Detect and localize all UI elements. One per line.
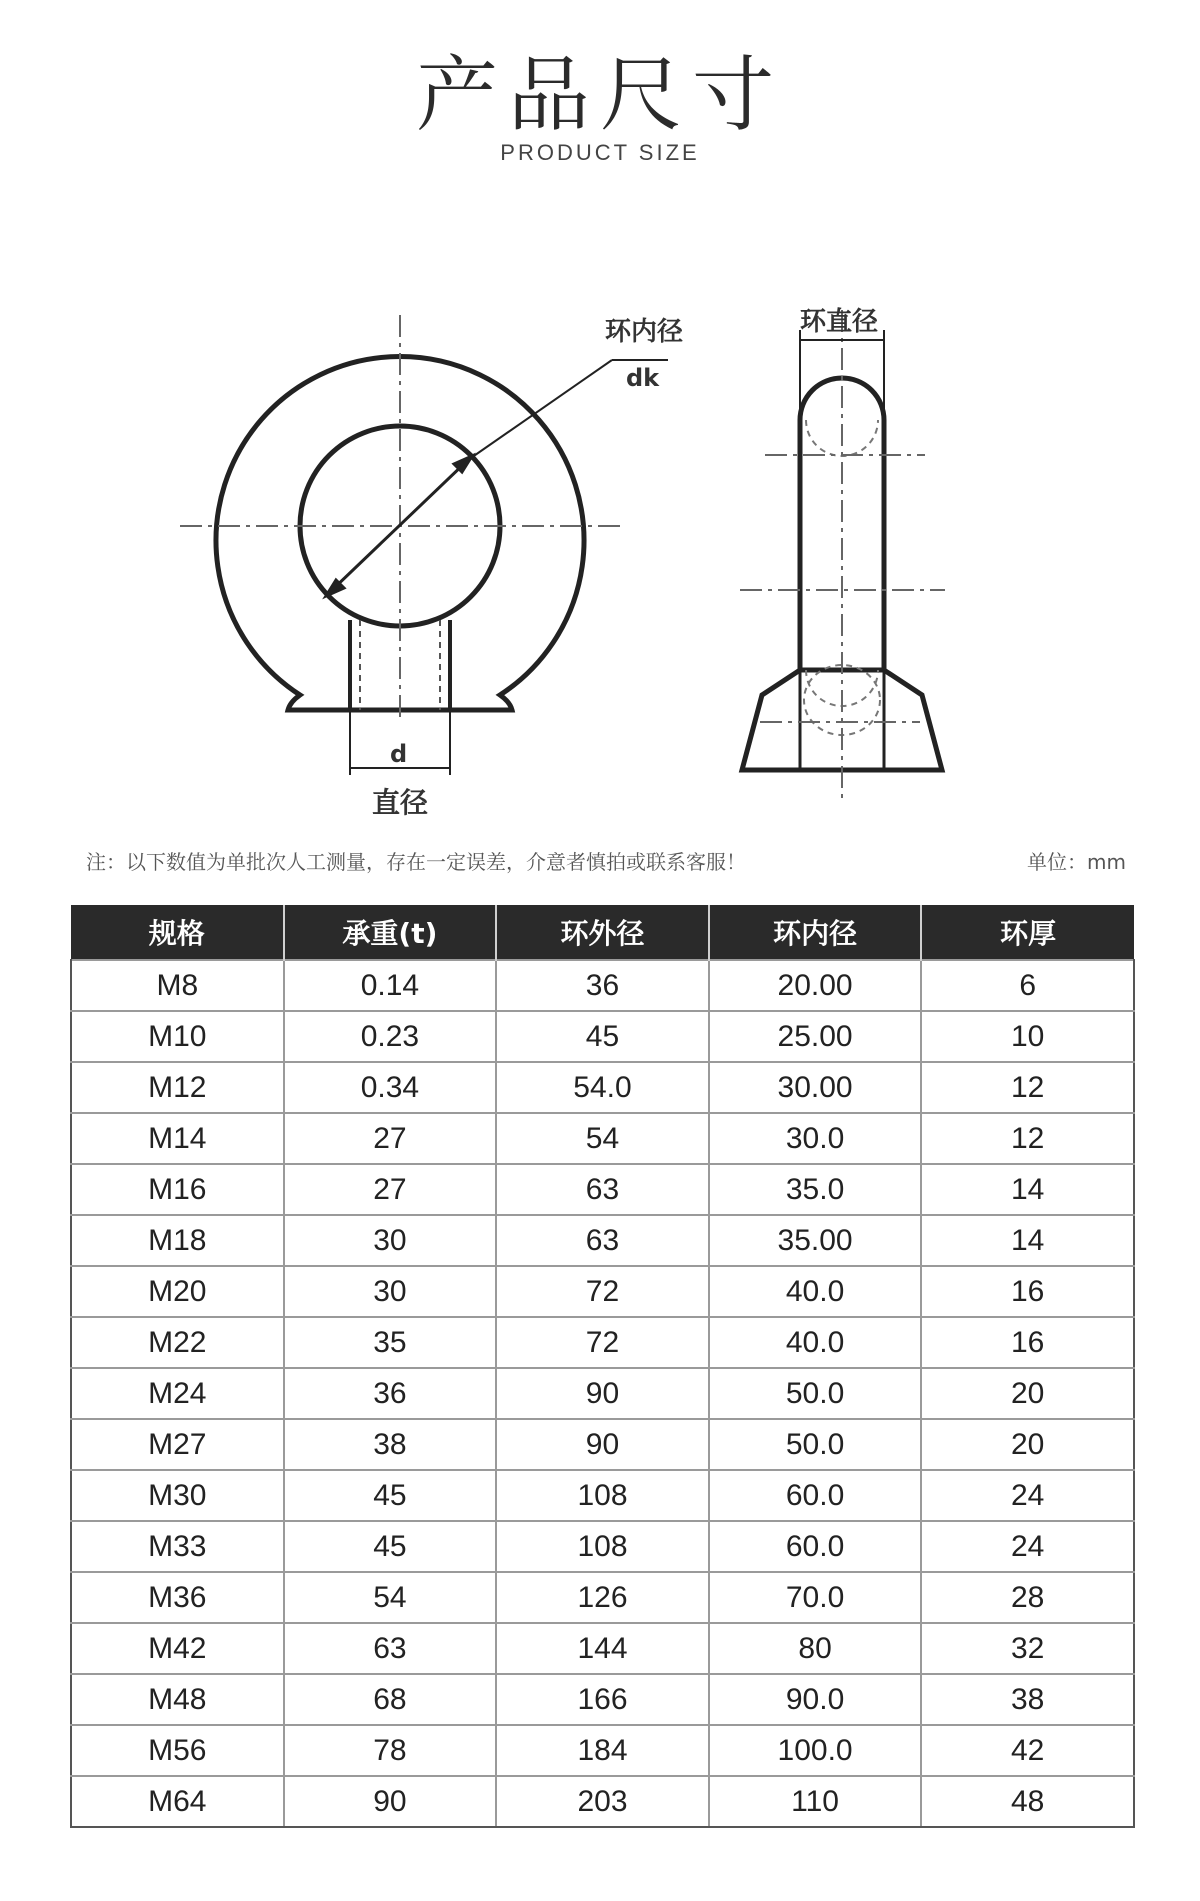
table-cell: 30.0 bbox=[709, 1113, 922, 1164]
table-cell: 0.14 bbox=[284, 960, 497, 1011]
col-outer-diameter: 环外径 bbox=[496, 905, 709, 960]
table-cell: 80 bbox=[709, 1623, 922, 1674]
table-row bbox=[71, 1266, 1134, 1317]
table-cell: 45 bbox=[496, 1011, 709, 1062]
table-cell: 38 bbox=[284, 1419, 497, 1470]
table-cell: M10 bbox=[71, 1011, 284, 1062]
table-cell: 60.0 bbox=[709, 1521, 922, 1572]
col-thickness: 环厚 bbox=[921, 905, 1134, 960]
size-table bbox=[70, 905, 1135, 1828]
table-cell: 24 bbox=[921, 1470, 1134, 1521]
table-cell: 184 bbox=[496, 1725, 709, 1776]
table-cell: 72 bbox=[496, 1317, 709, 1368]
table-cell: M48 bbox=[71, 1674, 284, 1725]
table-row bbox=[71, 1368, 1134, 1419]
table-row bbox=[71, 1215, 1134, 1266]
table-cell: 90 bbox=[496, 1419, 709, 1470]
page-subtitle: PRODUCT SIZE bbox=[500, 140, 700, 165]
measurement-note bbox=[86, 846, 1126, 875]
table-cell: 12 bbox=[921, 1062, 1134, 1113]
table-cell: M8 bbox=[71, 960, 284, 1011]
table-row bbox=[71, 1419, 1134, 1470]
table-cell: 108 bbox=[496, 1521, 709, 1572]
table-row bbox=[71, 1521, 1134, 1572]
table-row bbox=[71, 1776, 1134, 1827]
unit-label: 单位：mm bbox=[1027, 850, 1126, 874]
diameter-label: 直径 bbox=[372, 786, 429, 819]
ring-diameter-label: 环直径 bbox=[800, 307, 879, 337]
table-cell: M24 bbox=[71, 1368, 284, 1419]
table-row bbox=[71, 1011, 1134, 1062]
table-cell: 48 bbox=[921, 1776, 1134, 1827]
table-cell: M20 bbox=[71, 1266, 284, 1317]
table-cell: 90 bbox=[284, 1776, 497, 1827]
table-cell: 35 bbox=[284, 1317, 497, 1368]
table-cell: 40.0 bbox=[709, 1266, 922, 1317]
col-load: 承重(t) bbox=[284, 905, 497, 960]
table-cell: 72 bbox=[496, 1266, 709, 1317]
table-cell: M22 bbox=[71, 1317, 284, 1368]
table-cell: 45 bbox=[284, 1470, 497, 1521]
table-cell: 54.0 bbox=[496, 1062, 709, 1113]
note-text: 注：以下数值为单批次人工测量，存在一定误差，介意者慎拍或联系客服！ bbox=[86, 850, 746, 874]
table-body bbox=[71, 960, 1134, 1827]
table-cell: 144 bbox=[496, 1623, 709, 1674]
table-cell: 110 bbox=[709, 1776, 922, 1827]
table-cell: 40.0 bbox=[709, 1317, 922, 1368]
table-cell: 90 bbox=[496, 1368, 709, 1419]
table-cell: 0.34 bbox=[284, 1062, 497, 1113]
table-cell: 63 bbox=[496, 1164, 709, 1215]
table-cell: 14 bbox=[921, 1164, 1134, 1215]
table-cell: M27 bbox=[71, 1419, 284, 1470]
table-cell: 24 bbox=[921, 1521, 1134, 1572]
table-cell: 6 bbox=[921, 960, 1134, 1011]
table-cell: 30 bbox=[284, 1215, 497, 1266]
table-cell: 14 bbox=[921, 1215, 1134, 1266]
table-cell: M56 bbox=[71, 1725, 284, 1776]
table-cell: 50.0 bbox=[709, 1368, 922, 1419]
table-cell: 63 bbox=[496, 1215, 709, 1266]
table-cell: 45 bbox=[284, 1521, 497, 1572]
table-cell: 28 bbox=[921, 1572, 1134, 1623]
table-cell: 60.0 bbox=[709, 1470, 922, 1521]
table-cell: 100.0 bbox=[709, 1725, 922, 1776]
table-cell: 27 bbox=[284, 1164, 497, 1215]
table-cell: 36 bbox=[496, 960, 709, 1011]
table-row bbox=[71, 1470, 1134, 1521]
table-cell: M12 bbox=[71, 1062, 284, 1113]
table-cell: 35.0 bbox=[709, 1164, 922, 1215]
table-row bbox=[71, 1164, 1134, 1215]
dk-label: dk bbox=[626, 364, 660, 392]
table-cell: M42 bbox=[71, 1623, 284, 1674]
table-row bbox=[71, 1674, 1134, 1725]
table-cell: 25.00 bbox=[709, 1011, 922, 1062]
table-cell: 16 bbox=[921, 1266, 1134, 1317]
table-cell: 35.00 bbox=[709, 1215, 922, 1266]
table-cell: 50.0 bbox=[709, 1419, 922, 1470]
table-cell: 0.23 bbox=[284, 1011, 497, 1062]
table-row bbox=[71, 1062, 1134, 1113]
table-cell: M30 bbox=[71, 1470, 284, 1521]
table-cell: 10 bbox=[921, 1011, 1134, 1062]
table-cell: 16 bbox=[921, 1317, 1134, 1368]
table-cell: 54 bbox=[496, 1113, 709, 1164]
table-row bbox=[71, 1317, 1134, 1368]
table-cell: 203 bbox=[496, 1776, 709, 1827]
table-cell: 20.00 bbox=[709, 960, 922, 1011]
table-cell: 30 bbox=[284, 1266, 497, 1317]
table-cell: 68 bbox=[284, 1674, 497, 1725]
table-cell: 78 bbox=[284, 1725, 497, 1776]
table-cell: M64 bbox=[71, 1776, 284, 1827]
table-cell: 42 bbox=[921, 1725, 1134, 1776]
d-label: d bbox=[390, 740, 408, 768]
table-cell: 90.0 bbox=[709, 1674, 922, 1725]
table-cell: 126 bbox=[496, 1572, 709, 1623]
col-inner-diameter: 环内径 bbox=[709, 905, 922, 960]
table-cell: M36 bbox=[71, 1572, 284, 1623]
table-cell: M18 bbox=[71, 1215, 284, 1266]
page-title: 产品尺寸 bbox=[415, 48, 784, 143]
eye-nut-diagram bbox=[0, 290, 1200, 840]
col-spec: 规格 bbox=[71, 905, 284, 960]
table-cell: 12 bbox=[921, 1113, 1134, 1164]
table-header-row bbox=[71, 905, 1134, 960]
table-cell: 32 bbox=[921, 1623, 1134, 1674]
table-cell: M14 bbox=[71, 1113, 284, 1164]
table-row bbox=[71, 1725, 1134, 1776]
table-cell: 54 bbox=[284, 1572, 497, 1623]
table-row bbox=[71, 1113, 1134, 1164]
inner-diameter-label: 环内径 bbox=[605, 317, 684, 347]
table-cell: M16 bbox=[71, 1164, 284, 1215]
table-cell: 38 bbox=[921, 1674, 1134, 1725]
table-cell: 27 bbox=[284, 1113, 497, 1164]
table-cell: 166 bbox=[496, 1674, 709, 1725]
table-cell: M33 bbox=[71, 1521, 284, 1572]
table-cell: 30.00 bbox=[709, 1062, 922, 1113]
table-row bbox=[71, 960, 1134, 1011]
table-cell: 108 bbox=[496, 1470, 709, 1521]
table-cell: 36 bbox=[284, 1368, 497, 1419]
table-cell: 63 bbox=[284, 1623, 497, 1674]
table-row bbox=[71, 1623, 1134, 1674]
table-row bbox=[71, 1572, 1134, 1623]
table-cell: 20 bbox=[921, 1368, 1134, 1419]
table-cell: 20 bbox=[921, 1419, 1134, 1470]
table-cell: 70.0 bbox=[709, 1572, 922, 1623]
